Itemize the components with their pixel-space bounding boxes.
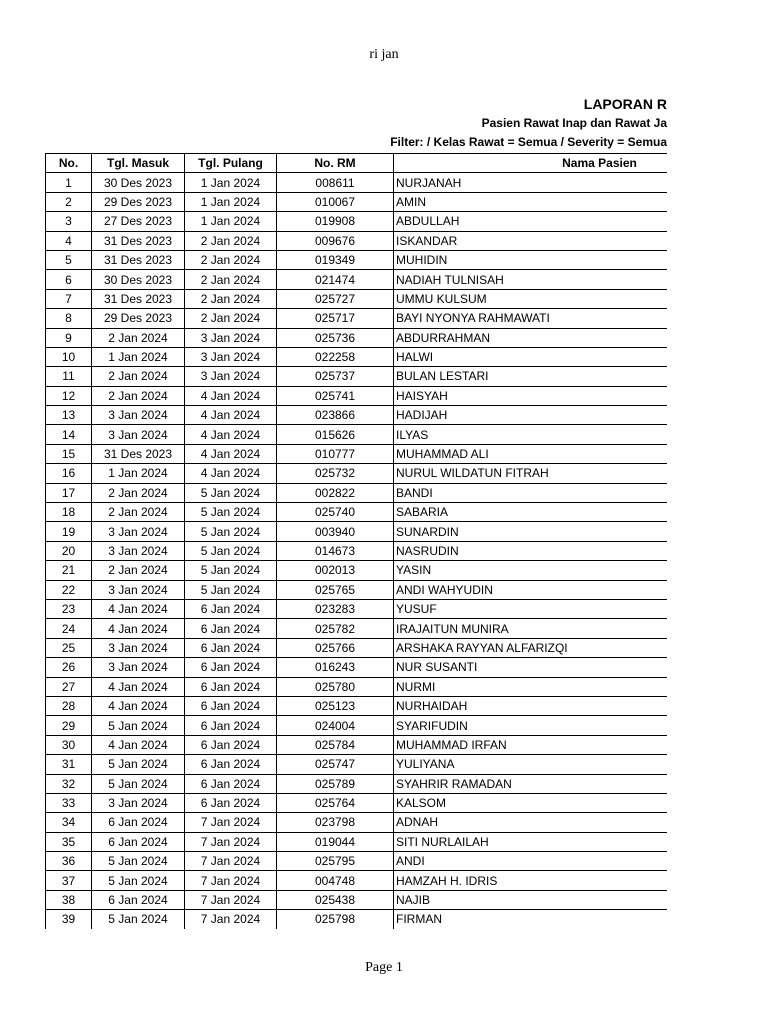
cell-tgl-pulang: 2 Jan 2024 xyxy=(185,309,277,328)
cell-no-rm: 022258 xyxy=(277,347,394,366)
cell-tgl-pulang: 4 Jan 2024 xyxy=(185,386,277,405)
cell-no-rm: 025766 xyxy=(277,638,394,657)
cell-nama-pasien: YASIN xyxy=(394,561,668,580)
table-row xyxy=(46,890,668,909)
cell-tgl-masuk: 2 Jan 2024 xyxy=(92,328,185,347)
cell-no: 1 xyxy=(46,173,92,192)
cell-tgl-pulang: 1 Jan 2024 xyxy=(185,192,277,211)
cell-no-rm: 025737 xyxy=(277,367,394,386)
table-row xyxy=(46,212,668,231)
cell-tgl-pulang: 2 Jan 2024 xyxy=(185,231,277,250)
cell-nama-pasien: MUHIDIN xyxy=(394,250,668,269)
cell-tgl-pulang: 6 Jan 2024 xyxy=(185,619,277,638)
cell-no-rm: 025727 xyxy=(277,289,394,308)
cell-nama-pasien: HADIJAH xyxy=(394,406,668,425)
cell-tgl-pulang: 5 Jan 2024 xyxy=(185,483,277,502)
table-row xyxy=(46,386,668,405)
cell-tgl-masuk: 2 Jan 2024 xyxy=(92,503,185,522)
cell-no: 2 xyxy=(46,192,92,211)
table-row xyxy=(46,173,668,192)
cell-tgl-masuk: 4 Jan 2024 xyxy=(92,735,185,754)
cell-no-rm: 025798 xyxy=(277,910,394,929)
table-row xyxy=(46,406,668,425)
cell-tgl-masuk: 4 Jan 2024 xyxy=(92,619,185,638)
table-row xyxy=(46,658,668,677)
cell-no: 4 xyxy=(46,231,92,250)
table-row xyxy=(46,347,668,366)
cell-no: 18 xyxy=(46,503,92,522)
cell-no: 15 xyxy=(46,444,92,463)
cell-no: 21 xyxy=(46,561,92,580)
cell-no: 8 xyxy=(46,309,92,328)
cell-no-rm: 014673 xyxy=(277,541,394,560)
cell-tgl-masuk: 3 Jan 2024 xyxy=(92,406,185,425)
cell-tgl-pulang: 3 Jan 2024 xyxy=(185,367,277,386)
cell-nama-pasien: SABARIA xyxy=(394,503,668,522)
cell-tgl-pulang: 6 Jan 2024 xyxy=(185,599,277,618)
cell-tgl-pulang: 6 Jan 2024 xyxy=(185,677,277,696)
cell-no-rm: 021474 xyxy=(277,270,394,289)
table-row xyxy=(46,832,668,851)
cell-tgl-masuk: 4 Jan 2024 xyxy=(92,599,185,618)
cell-no: 6 xyxy=(46,270,92,289)
cell-tgl-masuk: 3 Jan 2024 xyxy=(92,541,185,560)
cell-tgl-pulang: 7 Jan 2024 xyxy=(185,890,277,909)
cell-tgl-masuk: 3 Jan 2024 xyxy=(92,580,185,599)
cell-no: 20 xyxy=(46,541,92,560)
cell-no: 16 xyxy=(46,464,92,483)
cell-nama-pasien: ABDURRAHMAN xyxy=(394,328,668,347)
table-row xyxy=(46,774,668,793)
cell-nama-pasien: MUHAMMAD ALI xyxy=(394,444,668,463)
cell-nama-pasien: ANDI xyxy=(394,852,668,871)
cell-tgl-masuk: 31 Des 2023 xyxy=(92,444,185,463)
cell-nama-pasien: NURJANAH xyxy=(394,173,668,192)
cell-nama-pasien: ARSHAKA RAYYAN ALFARIZQI xyxy=(394,638,668,657)
cell-tgl-pulang: 2 Jan 2024 xyxy=(185,270,277,289)
cell-nama-pasien: ISKANDAR xyxy=(394,231,668,250)
table-row xyxy=(46,910,668,929)
cell-nama-pasien: SITI NURLAILAH xyxy=(394,832,668,851)
cell-no-rm: 019908 xyxy=(277,212,394,231)
cell-tgl-pulang: 6 Jan 2024 xyxy=(185,696,277,715)
cell-tgl-masuk: 1 Jan 2024 xyxy=(92,347,185,366)
cell-no: 23 xyxy=(46,599,92,618)
cell-no: 10 xyxy=(46,347,92,366)
cell-tgl-masuk: 6 Jan 2024 xyxy=(92,890,185,909)
cell-tgl-masuk: 31 Des 2023 xyxy=(92,250,185,269)
table-row xyxy=(46,250,668,269)
cell-tgl-masuk: 3 Jan 2024 xyxy=(92,522,185,541)
column-header-tgl-pulang: Tgl. Pulang xyxy=(185,154,277,173)
cell-nama-pasien: IRAJAITUN MUNIRA xyxy=(394,619,668,638)
cell-no: 30 xyxy=(46,735,92,754)
cell-tgl-pulang: 5 Jan 2024 xyxy=(185,561,277,580)
cell-no-rm: 004748 xyxy=(277,871,394,890)
cell-no: 39 xyxy=(46,910,92,929)
cell-no-rm: 023798 xyxy=(277,813,394,832)
cell-tgl-masuk: 30 Des 2023 xyxy=(92,173,185,192)
cell-tgl-pulang: 5 Jan 2024 xyxy=(185,541,277,560)
cell-no: 37 xyxy=(46,871,92,890)
cell-nama-pasien: NAJIB xyxy=(394,890,668,909)
cell-no: 17 xyxy=(46,483,92,502)
cell-no-rm: 016243 xyxy=(277,658,394,677)
cell-tgl-masuk: 4 Jan 2024 xyxy=(92,677,185,696)
table-row xyxy=(46,599,668,618)
report-filter: Filter: / Kelas Rawat = Semua / Severity = Semua xyxy=(390,135,667,149)
cell-nama-pasien: BAYI NYONYA RAHMAWATI xyxy=(394,309,668,328)
cell-tgl-pulang: 3 Jan 2024 xyxy=(185,328,277,347)
table-row xyxy=(46,503,668,522)
cell-tgl-pulang: 4 Jan 2024 xyxy=(185,444,277,463)
table-row xyxy=(46,561,668,580)
cell-tgl-pulang: 6 Jan 2024 xyxy=(185,774,277,793)
cell-no-rm: 002013 xyxy=(277,561,394,580)
cell-no: 19 xyxy=(46,522,92,541)
cell-tgl-pulang: 6 Jan 2024 xyxy=(185,658,277,677)
cell-nama-pasien: YUSUF xyxy=(394,599,668,618)
cell-no: 38 xyxy=(46,890,92,909)
table-row xyxy=(46,522,668,541)
cell-tgl-masuk: 27 Des 2023 xyxy=(92,212,185,231)
cell-no-rm: 003940 xyxy=(277,522,394,541)
cell-tgl-pulang: 4 Jan 2024 xyxy=(185,464,277,483)
cell-no-rm: 009676 xyxy=(277,231,394,250)
cell-nama-pasien: SUNARDIN xyxy=(394,522,668,541)
cell-tgl-pulang: 7 Jan 2024 xyxy=(185,910,277,929)
cell-no-rm: 025438 xyxy=(277,890,394,909)
cell-nama-pasien: NURMI xyxy=(394,677,668,696)
cell-no-rm: 025123 xyxy=(277,696,394,715)
cell-nama-pasien: UMMU KULSUM xyxy=(394,289,668,308)
cell-tgl-masuk: 30 Des 2023 xyxy=(92,270,185,289)
cell-no-rm: 025740 xyxy=(277,503,394,522)
cell-tgl-pulang: 1 Jan 2024 xyxy=(185,173,277,192)
cell-tgl-masuk: 29 Des 2023 xyxy=(92,309,185,328)
cell-nama-pasien: NUR SUSANTI xyxy=(394,658,668,677)
cell-no-rm: 025764 xyxy=(277,793,394,812)
cell-tgl-masuk: 2 Jan 2024 xyxy=(92,561,185,580)
cell-no-rm: 010067 xyxy=(277,192,394,211)
cell-nama-pasien: HAISYAH xyxy=(394,386,668,405)
table-row xyxy=(46,270,668,289)
cell-no-rm: 015626 xyxy=(277,425,394,444)
cell-no: 22 xyxy=(46,580,92,599)
cell-no-rm: 025780 xyxy=(277,677,394,696)
cell-nama-pasien: KALSOM xyxy=(394,793,668,812)
cell-nama-pasien: BANDI xyxy=(394,483,668,502)
table-row xyxy=(46,580,668,599)
cell-tgl-masuk: 3 Jan 2024 xyxy=(92,638,185,657)
table-row xyxy=(46,852,668,871)
report-title: LAPORAN R xyxy=(583,96,667,112)
cell-tgl-pulang: 6 Jan 2024 xyxy=(185,793,277,812)
table-row xyxy=(46,677,668,696)
cell-no-rm: 019349 xyxy=(277,250,394,269)
cell-no-rm: 024004 xyxy=(277,716,394,735)
cell-no-rm: 025741 xyxy=(277,386,394,405)
cell-no: 35 xyxy=(46,832,92,851)
cell-no-rm: 025732 xyxy=(277,464,394,483)
cell-tgl-pulang: 7 Jan 2024 xyxy=(185,871,277,890)
cell-tgl-pulang: 3 Jan 2024 xyxy=(185,347,277,366)
cell-tgl-pulang: 6 Jan 2024 xyxy=(185,716,277,735)
cell-tgl-pulang: 7 Jan 2024 xyxy=(185,832,277,851)
cell-no-rm: 025784 xyxy=(277,735,394,754)
cell-tgl-pulang: 7 Jan 2024 xyxy=(185,813,277,832)
table-row xyxy=(46,735,668,754)
cell-tgl-pulang: 6 Jan 2024 xyxy=(185,755,277,774)
cell-nama-pasien: ILYAS xyxy=(394,425,668,444)
cell-no-rm: 002822 xyxy=(277,483,394,502)
table-row xyxy=(46,541,668,560)
cell-no-rm: 023866 xyxy=(277,406,394,425)
table-row xyxy=(46,638,668,657)
cell-tgl-pulang: 6 Jan 2024 xyxy=(185,638,277,657)
table-row xyxy=(46,793,668,812)
cell-tgl-pulang: 4 Jan 2024 xyxy=(185,425,277,444)
cell-no: 31 xyxy=(46,755,92,774)
cell-no-rm: 025736 xyxy=(277,328,394,347)
cell-nama-pasien: NURHAIDAH xyxy=(394,696,668,715)
cell-no-rm: 025789 xyxy=(277,774,394,793)
cell-tgl-pulang: 5 Jan 2024 xyxy=(185,522,277,541)
cell-tgl-pulang: 7 Jan 2024 xyxy=(185,852,277,871)
cell-tgl-pulang: 4 Jan 2024 xyxy=(185,406,277,425)
cell-no: 32 xyxy=(46,774,92,793)
table-row xyxy=(46,813,668,832)
cell-tgl-pulang: 6 Jan 2024 xyxy=(185,735,277,754)
cell-no-rm: 010777 xyxy=(277,444,394,463)
cell-nama-pasien: FIRMAN xyxy=(394,910,668,929)
cell-tgl-masuk: 3 Jan 2024 xyxy=(92,425,185,444)
table-body xyxy=(46,173,668,929)
column-header-nama-pasien: Nama Pasien xyxy=(394,154,668,173)
cell-nama-pasien: BULAN LESTARI xyxy=(394,367,668,386)
cell-no: 26 xyxy=(46,658,92,677)
table-header-row xyxy=(46,154,668,173)
page-header-text: ri jan xyxy=(369,47,399,62)
cell-no: 27 xyxy=(46,677,92,696)
cell-tgl-masuk: 1 Jan 2024 xyxy=(92,464,185,483)
cell-tgl-masuk: 2 Jan 2024 xyxy=(92,483,185,502)
cell-nama-pasien: MUHAMMAD IRFAN xyxy=(394,735,668,754)
cell-tgl-masuk: 3 Jan 2024 xyxy=(92,793,185,812)
cell-no: 13 xyxy=(46,406,92,425)
cell-no: 5 xyxy=(46,250,92,269)
table-row xyxy=(46,309,668,328)
cell-no-rm: 023283 xyxy=(277,599,394,618)
cell-nama-pasien: HAMZAH H. IDRIS xyxy=(394,871,668,890)
cell-no: 36 xyxy=(46,852,92,871)
cell-no-rm: 019044 xyxy=(277,832,394,851)
cell-tgl-pulang: 5 Jan 2024 xyxy=(185,580,277,599)
cell-tgl-pulang: 2 Jan 2024 xyxy=(185,250,277,269)
cell-tgl-masuk: 5 Jan 2024 xyxy=(92,910,185,929)
table-row xyxy=(46,425,668,444)
cell-no: 11 xyxy=(46,367,92,386)
cell-tgl-masuk: 5 Jan 2024 xyxy=(92,852,185,871)
table-row xyxy=(46,464,668,483)
cell-tgl-masuk: 29 Des 2023 xyxy=(92,192,185,211)
cell-no-rm: 025747 xyxy=(277,755,394,774)
cell-tgl-masuk: 6 Jan 2024 xyxy=(92,813,185,832)
cell-tgl-masuk: 5 Jan 2024 xyxy=(92,774,185,793)
cell-tgl-masuk: 5 Jan 2024 xyxy=(92,716,185,735)
cell-no: 7 xyxy=(46,289,92,308)
cell-no: 28 xyxy=(46,696,92,715)
cell-no: 9 xyxy=(46,328,92,347)
cell-no: 33 xyxy=(46,793,92,812)
table-row xyxy=(46,328,668,347)
cell-no: 34 xyxy=(46,813,92,832)
cell-no: 24 xyxy=(46,619,92,638)
cell-nama-pasien: SYARIFUDIN xyxy=(394,716,668,735)
cell-tgl-masuk: 5 Jan 2024 xyxy=(92,871,185,890)
cell-no-rm: 025795 xyxy=(277,852,394,871)
cell-no: 29 xyxy=(46,716,92,735)
cell-nama-pasien: ADNAH xyxy=(394,813,668,832)
table-row xyxy=(46,716,668,735)
column-header-no: No. xyxy=(46,154,92,173)
cell-nama-pasien: ABDULLAH xyxy=(394,212,668,231)
cell-nama-pasien: HALWI xyxy=(394,347,668,366)
cell-nama-pasien: ANDI WAHYUDIN xyxy=(394,580,668,599)
cell-tgl-masuk: 3 Jan 2024 xyxy=(92,658,185,677)
cell-nama-pasien: YULIYANA xyxy=(394,755,668,774)
table-row xyxy=(46,367,668,386)
cell-tgl-masuk: 2 Jan 2024 xyxy=(92,386,185,405)
report-subtitle: Pasien Rawat Inap dan Rawat Ja xyxy=(481,116,667,130)
cell-tgl-pulang: 2 Jan 2024 xyxy=(185,289,277,308)
cell-no-rm: 025765 xyxy=(277,580,394,599)
table-row xyxy=(46,871,668,890)
cell-tgl-pulang: 1 Jan 2024 xyxy=(185,212,277,231)
cell-tgl-masuk: 5 Jan 2024 xyxy=(92,755,185,774)
table-row xyxy=(46,696,668,715)
cell-tgl-masuk: 4 Jan 2024 xyxy=(92,696,185,715)
cell-no: 12 xyxy=(46,386,92,405)
cell-no-rm: 025782 xyxy=(277,619,394,638)
cell-tgl-masuk: 6 Jan 2024 xyxy=(92,832,185,851)
page-number: Page 1 xyxy=(365,960,403,975)
cell-nama-pasien: NADIAH TULNISAH xyxy=(394,270,668,289)
patient-table-viewport xyxy=(45,153,667,929)
cell-no: 25 xyxy=(46,638,92,657)
table-row xyxy=(46,444,668,463)
column-header-no-rm: No. RM xyxy=(277,154,394,173)
table-row xyxy=(46,755,668,774)
cell-nama-pasien: NASRUDIN xyxy=(394,541,668,560)
table-row xyxy=(46,231,668,250)
cell-tgl-masuk: 31 Des 2023 xyxy=(92,289,185,308)
cell-no-rm: 025717 xyxy=(277,309,394,328)
cell-nama-pasien: NURUL WILDATUN FITRAH xyxy=(394,464,668,483)
cell-nama-pasien: SYAHRIR RAMADAN xyxy=(394,774,668,793)
cell-tgl-masuk: 31 Des 2023 xyxy=(92,231,185,250)
table-row xyxy=(46,483,668,502)
cell-nama-pasien: AMIN xyxy=(394,192,668,211)
cell-tgl-masuk: 2 Jan 2024 xyxy=(92,367,185,386)
table-row xyxy=(46,619,668,638)
table-row xyxy=(46,289,668,308)
cell-tgl-pulang: 5 Jan 2024 xyxy=(185,503,277,522)
cell-no: 3 xyxy=(46,212,92,231)
table-row xyxy=(46,192,668,211)
column-header-tgl-masuk: Tgl. Masuk xyxy=(92,154,185,173)
cell-no-rm: 008611 xyxy=(277,173,394,192)
patient-table xyxy=(45,153,667,929)
cell-no: 14 xyxy=(46,425,92,444)
